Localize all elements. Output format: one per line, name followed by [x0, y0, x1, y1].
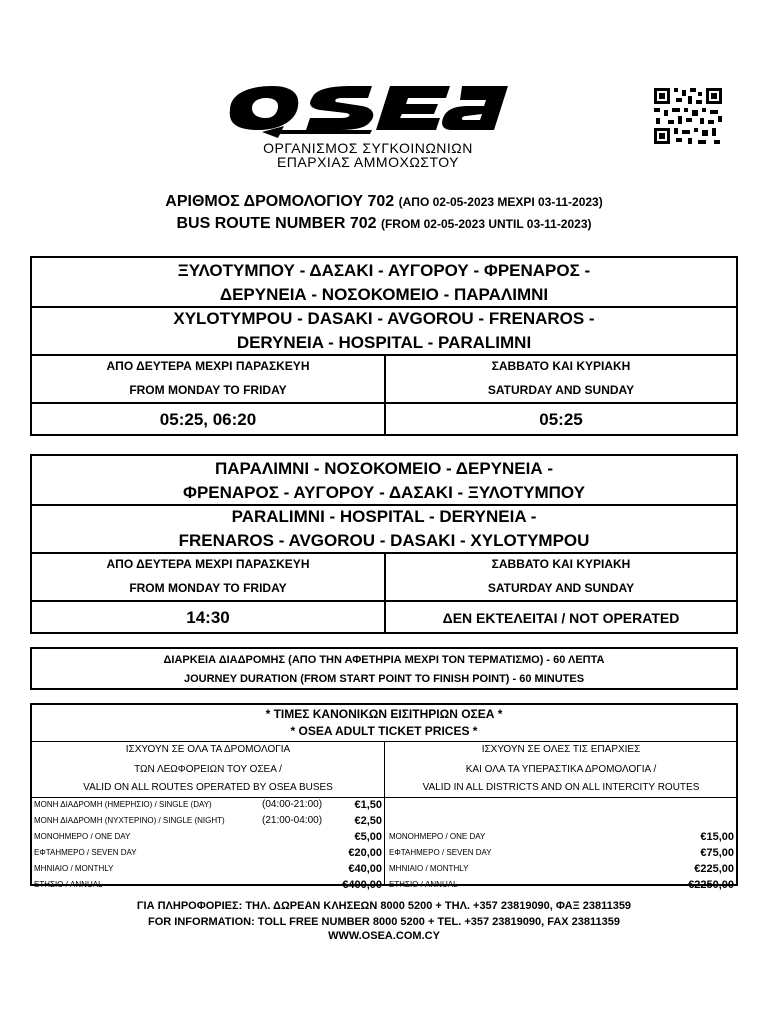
- table-row: [387, 861, 736, 877]
- table-row: [387, 845, 736, 861]
- duration-gr: ΔΙΑΡΚΕΙΑ ΔΙΑΔΡΟΜΗΣ (ΑΠΟ ΤΗΝ ΑΦΕΤΗΡΙΑ ΜΕΧΡΙ ΤΟΝ ΤΕΡΜΑΤΙΣΜΟ) - 60 ΛΕΠΤΑ: [163, 654, 605, 666]
- ticket-label: ΜΗΝΙΑΙΟ / MONTHLY: [389, 864, 469, 873]
- tickets-title-gr: * ΤΙΜΕΣ ΚΑΝΟΝΙΚΩΝ ΕΙΣΙΤΗΡΙΩΝ ΟΣΕΑ *: [265, 707, 503, 721]
- route1-weekday-label-gr: ΑΠΟ ΔΕΥΤΕΡΑ ΜΕΧΡΙ ΠΑΡΑΣΚΕΥΗ: [106, 359, 310, 373]
- column-divider: [384, 741, 385, 886]
- table-row: [32, 877, 384, 893]
- right-head-3: VALID IN ALL DISTRICTS AND ON ALL INTERCITY ROUTES: [422, 782, 700, 793]
- route-number-en: BUS ROUTE NUMBER 702: [176, 215, 377, 232]
- org-name-line2: ΕΠΑΡΧΙΑΣ ΑΜΜΟΧΩΣΤΟΥ: [276, 154, 460, 170]
- ticket-price: €20,00: [348, 847, 382, 859]
- ticket-price: €75,00: [700, 847, 734, 859]
- route2-weekday-label-en: FROM MONDAY TO FRIDAY: [129, 581, 287, 595]
- ticket-label: ΜΟΝΟΗΜΕΡΟ / ONE DAY: [389, 832, 486, 841]
- ticket-price: €2,50: [354, 815, 382, 827]
- route1-stops-gr-line2: ΔΕΡΥΝΕΙΑ - ΝΟΣΟΚΟΜΕΙΟ - ΠΑΡΑΛΙΜΝΙ: [219, 285, 549, 304]
- ticket-hours: (21:00-04:00): [262, 815, 323, 826]
- validity-dates-en: (FROM 02-05-2023 UNTIL 03-11-2023): [380, 217, 592, 231]
- route-number-gr: ΑΡΙΘΜΟΣ ΔΡΟΜΟΛΟΓΙΟΥ 702: [165, 193, 395, 210]
- table-row: [32, 797, 384, 813]
- left-head-2: ΤΩΝ ΛΕΩΦΟΡΕΙΩΝ ΤΟΥ ΟΣΕΑ /: [134, 764, 282, 775]
- route2-weekend-label-en: SATURDAY AND SUNDAY: [487, 581, 635, 595]
- ticket-label: ΕΤΗΣΙΟ / ANNUAL: [34, 880, 103, 889]
- left-head-3: VALID ON ALL ROUTES OPERATED BY OSEA BUSES: [83, 782, 333, 793]
- route2-stops-gr-line1: ΠΑΡΑΛΙΜΝΙ - ΝΟΣΟΚΟΜΕΙΟ - ΔΕΡΥΝΕΙΑ -: [214, 459, 554, 478]
- table-row: [32, 861, 384, 877]
- table-row: [32, 813, 384, 829]
- validity-dates-gr: (ΑΠΟ 02-05-2023 ΜΕΧΡΙ 03-11-2023): [398, 195, 603, 209]
- route2-weekday-times: 14:30: [186, 608, 230, 627]
- route2-weekday-label-gr: ΑΠΟ ΔΕΥΤΕΡΑ ΜΕΧΡΙ ΠΑΡΑΣΚΕΥΗ: [106, 557, 310, 571]
- ticket-price: €1,50: [354, 799, 382, 811]
- left-head-1: ΙΣΧΥΟΥΝ ΣΕ ΟΛΑ ΤΑ ΔΡΟΜΟΛΟΓΙΑ: [125, 744, 291, 755]
- ticket-price: €2250,00: [688, 879, 734, 891]
- ticket-label: ΜΟΝΟΗΜΕΡΟ / ONE DAY: [34, 832, 131, 841]
- table-row: [32, 845, 384, 861]
- route1-weekend-times: 05:25: [539, 410, 583, 429]
- qr-code: [652, 86, 724, 146]
- right-head-1: ΙΣΧΥΟΥΝ ΣΕ ΟΛΕΣ ΤΙΣ ΕΠΑΡΧΙΕΣ: [481, 744, 641, 755]
- ticket-label: ΜΟΝΗ ΔΙΑΔΡΟΜΗ (ΝΥΧΤΕΡΙΝΟ) / SINGLE (NIGHT): [34, 816, 225, 825]
- duration-en: JOURNEY DURATION (FROM START POINT TO FINISH POINT) - 60 MINUTES: [183, 673, 585, 685]
- right-head-2: ΚΑΙ ΟΛΑ ΤΑ ΥΠΕΡΑΣΤΙΚΑ ΔΡΟΜΟΛΟΓΙΑ /: [465, 764, 657, 775]
- table-row: [32, 829, 384, 845]
- ticket-price: €5,00: [354, 831, 382, 843]
- ticket-price: €40,00: [348, 863, 382, 875]
- route2-stops-en-line1: PARALIMNI - HOSPITAL - DERYNEIA -: [231, 507, 537, 526]
- website-link[interactable]: WWW.OSEA.COM.CY: [328, 930, 440, 942]
- route1-timetable: [30, 256, 738, 436]
- info-line-en: FOR INFORMATION: TOLL FREE NUMBER 8000 5200 + TEL. +357 23819090, FAX 23811359: [148, 916, 620, 928]
- route1-stops-en-line1: XYLOTYMPOU - DASAKI - AVGOROU - FRENAROS -: [173, 309, 595, 328]
- ticket-label: ΕΤΗΣΙΟ / ANNUAL: [389, 880, 458, 889]
- left-price-list: [32, 797, 384, 893]
- right-price-list: [387, 829, 736, 893]
- route2-stops-en-line2: FRENAROS - AVGOROU - DASAKI - XYLOTYMPOU: [178, 531, 590, 550]
- ticket-price: €15,00: [700, 831, 734, 843]
- table-row: [387, 877, 736, 893]
- journey-duration-box: [30, 647, 738, 690]
- ticket-hours: (04:00-21:00): [262, 799, 323, 810]
- route1-stops-en-line2: DERYNEIA - HOSPITAL - PARALIMNI: [236, 333, 532, 352]
- osea-logo: [222, 80, 514, 138]
- ticket-label: ΕΦΤΑΗΜΕΡΟ / SEVEN DAY: [389, 848, 492, 857]
- route2-timetable: [30, 454, 738, 634]
- ticket-price: €400,00: [342, 879, 382, 891]
- route1-weekday-times: 05:25, 06:20: [159, 410, 257, 429]
- org-name-line1: ΟΡΓΑΝΙΣΜΟΣ ΣΥΓΚΟΙΝΩΝΙΩΝ: [263, 140, 473, 156]
- info-line-gr: ΓΙΑ ΠΛΗΡΟΦΟΡΙΕΣ: ΤΗΛ. ΔΩΡΕΑΝ ΚΛΗΣΕΩΝ 8000 5200 + ΤΗΛ. +357 23819090, ΦΑΞ 23811359: [136, 900, 632, 912]
- route2-weekend-times: ΔΕΝ ΕΚΤΕΛΕΙΤΑΙ / NOT OPERATED: [442, 610, 680, 626]
- route2-stops-gr-line2: ΦΡΕΝΑΡΟΣ - ΑΥΓΟΡΟΥ - ΔΑΣΑΚΙ - ΞΥΛΟΤΥΜΠΟΥ: [182, 483, 585, 502]
- ticket-label: ΕΦΤΑΗΜΕΡΟ / SEVEN DAY: [34, 848, 137, 857]
- ticket-price: €225,00: [694, 863, 734, 875]
- route2-weekend-label-gr: ΣΑΒΒΑΤΟ ΚΑΙ ΚΥΡΙΑΚΗ: [491, 557, 631, 571]
- table-row: [387, 829, 736, 845]
- route-title-gr: [0, 192, 768, 212]
- route1-weekend-label-gr: ΣΑΒΒΑΤΟ ΚΑΙ ΚΥΡΙΑΚΗ: [491, 359, 631, 373]
- route-title-en: [0, 214, 768, 234]
- ticket-prices-table: [30, 703, 738, 891]
- route1-weekday-label-en: FROM MONDAY TO FRIDAY: [129, 383, 287, 397]
- route1-weekend-label-en: SATURDAY AND SUNDAY: [487, 383, 635, 397]
- ticket-label: ΜΟΝΗ ΔΙΑΔΡΟΜΗ (ΗΜΕΡΗΣΙΟ) / SINGLE (DAY): [34, 800, 212, 809]
- route1-stops-gr-line1: ΞΥΛΟΤΥΜΠΟΥ - ΔΑΣΑΚΙ - ΑΥΓΟΡΟΥ - ΦΡΕΝΑΡΟΣ -: [177, 261, 591, 280]
- tickets-title-en: * OSEA ADULT TICKET PRICES *: [290, 724, 478, 738]
- ticket-label: ΜΗΝΙΑΙΟ / MONTHLY: [34, 864, 114, 873]
